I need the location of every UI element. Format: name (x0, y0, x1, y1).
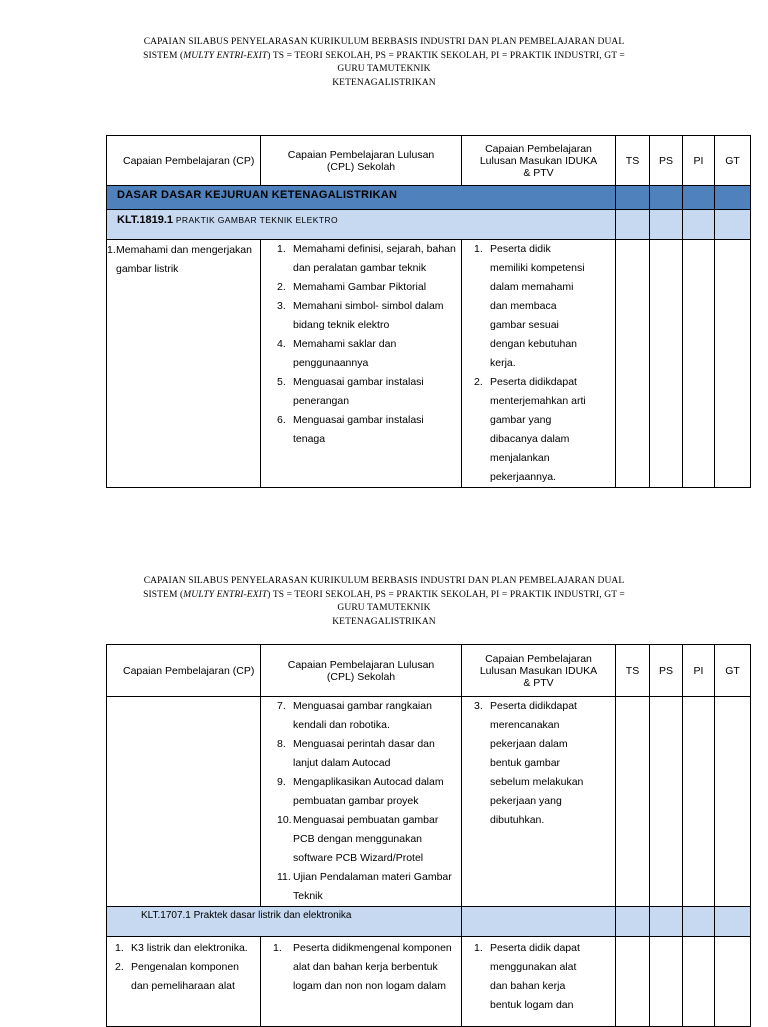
iduka-list (472, 240, 587, 487)
list-item: 11. Ujian Pendalaman materi Gambar Teknik (277, 871, 452, 902)
list-item: 1. Peserta didik dapat menggunakan alat dan bahan kerja bentuk logam dan (474, 942, 580, 1011)
iduka-list (472, 697, 587, 830)
subject-cell (107, 210, 616, 240)
content-row (107, 697, 751, 907)
subject-row (107, 907, 751, 937)
curriculum-table-2 (106, 644, 751, 1027)
curriculum-table-1 (106, 135, 751, 488)
header-ts: TS (616, 645, 650, 697)
section-row (107, 186, 751, 210)
cp-cell (107, 937, 261, 1027)
list-item: 1. Memahami dan mengerjakan gambar listrik (107, 244, 252, 275)
header-cpl-iduka: Capaian Pembelajaran Lulusan Masukan IDUKA & PTV (462, 645, 616, 697)
iduka-list (472, 939, 595, 1015)
header-gt: GT (715, 645, 751, 697)
content-row (107, 240, 751, 488)
cp-cell (107, 240, 261, 488)
header-cpl-iduka: Capaian Pembelajaran Lulusan Masukan IDUKA & PTV (462, 136, 616, 186)
list-item: 2. Memahami Gambar Piktorial (277, 281, 427, 293)
iduka-cell (462, 697, 616, 907)
iduka-cell (462, 937, 616, 1027)
title-line-1: CAPAIAN SILABUS PENYELARASAN KURIKULUM BERBASIS INDUSTRI DAN PLAN PEMBELAJARAN DUAL (143, 576, 625, 586)
title-line-2: SISTEM (MULTY ENTRI-EXIT) TS = TEORI SEKOLAH, PS = PRAKTIK SEKOLAH, PI = PRAKTIK INDUSTRI, GT = (143, 50, 625, 61)
list-item: 9. Mengaplikasikan Autocad dalam pembuatan gambar proyek (277, 776, 444, 807)
content-row-b (107, 937, 751, 1027)
subject-code: KLT.1819.1 (117, 214, 174, 226)
title-line-3: GURU TAMUTEKNIK (337, 603, 431, 613)
page1-title (90, 36, 678, 90)
iduka-cell (462, 240, 616, 488)
list-item: 2. Pengenalan komponen dan pemeliharaan alat (115, 961, 240, 992)
header-cp: Capaian Pembelajaran (CP) (107, 136, 261, 186)
cp-cell (107, 697, 261, 907)
cp-list (113, 939, 258, 996)
header-row (107, 645, 751, 697)
cpl-cell (261, 937, 462, 1027)
cpl-list (277, 240, 457, 449)
cpl-list (269, 939, 457, 996)
list-item: 7. Menguasai gambar rangkaian kendali dan robotika. (277, 700, 432, 731)
subject-name: PRAKTIK GAMBAR TEKNIK ELEKTRO (175, 215, 338, 225)
header-cpl: Capaian Pembelajaran Lulusan (CPL) Sekolah (261, 136, 462, 186)
cpl-list (277, 697, 457, 906)
section-heading: DASAR DASAR KEJURUAN KETENAGALISTRIKAN (107, 186, 616, 210)
header-gt: GT (715, 136, 751, 186)
cpl-cell (261, 697, 462, 907)
list-item: 6. Menguasai gambar instalasi tenaga (277, 414, 424, 445)
title-line-1: CAPAIAN SILABUS PENYELARASAN KURIKULUM BERBASIS INDUSTRI DAN PLAN PEMBELAJARAN DUAL (143, 37, 625, 47)
page2-title (90, 575, 678, 629)
header-pi: PI (683, 645, 715, 697)
list-item: 3. Memahani simbol- simbol dalam bidang teknik elektro (277, 300, 444, 331)
header-cp: Capaian Pembelajaran (CP) (107, 645, 261, 697)
header-pi: PI (683, 136, 715, 186)
list-item: 8. Menguasai perintah dasar dan lanjut dalam Autocad (277, 738, 435, 769)
title-line-4: KETENAGALISTRIKAN (332, 77, 436, 88)
list-item: 1. Memahami definisi, sejarah, bahan dan peralatan gambar teknik (277, 243, 456, 274)
cpl-cell (261, 240, 462, 488)
list-item: 1. K3 listrik dan elektronika. (115, 942, 248, 954)
list-item: 1. Peserta didikmengenal komponen alat dan bahan kerja berbentuk logam dan non non logam dalam (273, 942, 452, 992)
list-item: 1. Peserta didik memiliki kompetensi dalam memahami dan membaca gambar sesuai dengan kebutuhan kerja. (474, 243, 585, 369)
list-item: 3. Peserta didikdapat merencanakan pekerjaan dalam bentuk gambar sebelum melakukan pekerjaan yang dibutuhkan. (474, 700, 584, 826)
list-item: 5. Menguasai gambar instalasi penerangan (277, 376, 424, 407)
title-line-3: GURU TAMUTEKNIK (337, 64, 431, 74)
list-item: 2. Peserta didikdapat menterjemahkan arti gambar yang dibacanya dalam menjalankan pekerjaannya. (474, 376, 586, 483)
list-item: 10. Menguasai pembuatan gambar PCB dengan menggunakan software PCB Wizard/Protel (277, 814, 439, 864)
subject-row (107, 210, 751, 240)
header-ps: PS (650, 136, 683, 186)
title-line-4: KETENAGALISTRIKAN (332, 616, 436, 627)
header-ps: PS (650, 645, 683, 697)
header-cpl: Capaian Pembelajaran Lulusan (CPL) Sekolah (261, 645, 462, 697)
title-line-2: SISTEM (MULTY ENTRI-EXIT) TS = TEORI SEKOLAH, PS = PRAKTIK SEKOLAH, PI = PRAKTIK INDUSTRI, GT = (143, 589, 625, 600)
header-row (107, 136, 751, 186)
cp-list (107, 241, 260, 279)
subject-line: KLT.1707.1 Praktek dasar listrik dan elektronika (107, 907, 462, 937)
list-item: 4. Memahami saklar dan penggunaannya (277, 338, 397, 369)
header-ts: TS (616, 136, 650, 186)
